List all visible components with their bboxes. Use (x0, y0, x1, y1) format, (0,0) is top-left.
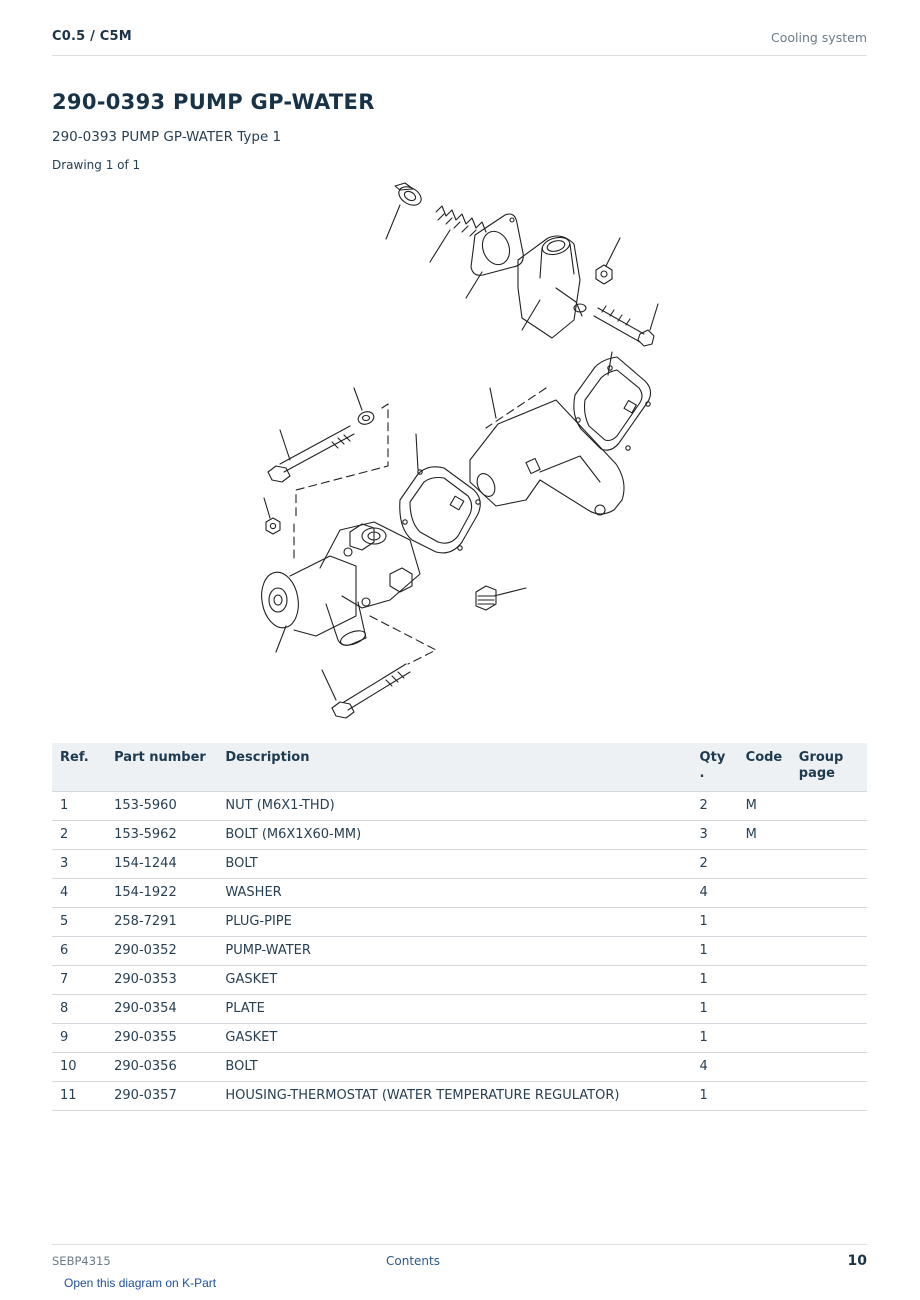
cell-ref: 6 (52, 937, 106, 966)
cell-description: PUMP-WATER (217, 937, 691, 966)
cell-code: M (738, 792, 791, 821)
cell-part-number: 290-0352 (106, 937, 217, 966)
col-group-page-header: Group page (791, 743, 867, 792)
exploded-parts-diagram (250, 180, 670, 720)
cell-ref: 2 (52, 821, 106, 850)
col-code-header: Code (738, 743, 791, 792)
page-title: 290-0393 PUMP GP-WATER (52, 90, 375, 114)
cell-description: PLUG-PIPE (217, 908, 691, 937)
nut-upper (596, 238, 620, 284)
cell-group-page (791, 966, 867, 995)
cell-description: GASKET (217, 966, 691, 995)
cell-qty: 1 (692, 966, 738, 995)
thermostat-housing (518, 235, 586, 338)
col-ref-header: Ref. (52, 743, 106, 792)
cell-code (738, 1082, 791, 1111)
cell-qty: 1 (692, 1024, 738, 1053)
gasket-front (400, 434, 481, 553)
cell-ref: 4 (52, 879, 106, 908)
cell-code (738, 937, 791, 966)
table-header-row (52, 743, 867, 792)
cell-description: NUT (M6X1-THD) (217, 792, 691, 821)
cell-qty: 1 (692, 937, 738, 966)
cell-group-page (791, 879, 867, 908)
plug-pipe (476, 586, 526, 610)
table-row (52, 850, 867, 879)
thermostat-washer (386, 183, 424, 239)
cell-group-page (791, 1053, 867, 1082)
cell-group-page (791, 821, 867, 850)
cell-qty: 2 (692, 792, 738, 821)
bolt-left-lower (322, 664, 410, 718)
cell-ref: 7 (52, 966, 106, 995)
col-description-header: Description (217, 743, 691, 792)
cell-code (738, 995, 791, 1024)
table-row (52, 1053, 867, 1082)
cell-qty: 4 (692, 879, 738, 908)
cell-part-number: 154-1244 (106, 850, 217, 879)
cell-description: BOLT (217, 850, 691, 879)
cell-description: WASHER (217, 879, 691, 908)
thermostat-gasket (466, 214, 523, 298)
cell-code: M (738, 821, 791, 850)
cell-group-page (791, 908, 867, 937)
table-row (52, 879, 867, 908)
cell-part-number: 154-1922 (106, 879, 217, 908)
cell-part-number: 290-0353 (106, 966, 217, 995)
cell-part-number: 258-7291 (106, 908, 217, 937)
cell-qty: 1 (692, 908, 738, 937)
page-header (52, 29, 867, 56)
cell-group-page (791, 995, 867, 1024)
pump-plate (470, 388, 624, 515)
cell-group-page (791, 850, 867, 879)
thermostat-spring (430, 206, 486, 262)
cell-description: HOUSING-THERMOSTAT (WATER TEMPERATURE REGULATOR) (217, 1082, 691, 1111)
cell-qty: 4 (692, 1053, 738, 1082)
cell-ref: 5 (52, 908, 106, 937)
breadcrumb: C0.5 / C5M (52, 29, 132, 44)
page-subtitle: 290-0393 PUMP GP-WATER Type 1 (52, 129, 282, 145)
cell-ref: 10 (52, 1053, 106, 1082)
cell-ref: 11 (52, 1082, 106, 1111)
cell-description: PLATE (217, 995, 691, 1024)
cell-ref: 9 (52, 1024, 106, 1053)
cell-ref: 8 (52, 995, 106, 1024)
cell-part-number: 153-5962 (106, 821, 217, 850)
cell-group-page (791, 792, 867, 821)
cell-ref: 1 (52, 792, 106, 821)
bolt-left-upper (268, 426, 354, 482)
cell-description: BOLT (M6X1X60-MM) (217, 821, 691, 850)
cell-ref: 3 (52, 850, 106, 879)
table-row (52, 937, 867, 966)
cell-description: GASKET (217, 1024, 691, 1053)
cell-qty: 1 (692, 995, 738, 1024)
cell-code (738, 1053, 791, 1082)
page-number: 10 (847, 1253, 867, 1269)
cell-description: BOLT (217, 1053, 691, 1082)
kpart-link[interactable]: Open this diagram on K-Part (64, 1276, 217, 1290)
parts-table (52, 743, 867, 1111)
table-row (52, 821, 867, 850)
section-name: Cooling system (771, 30, 867, 45)
washer-left (354, 388, 376, 426)
cell-part-number: 153-5960 (106, 792, 217, 821)
cell-code (738, 879, 791, 908)
bolt-upper (594, 304, 658, 346)
cell-code (738, 966, 791, 995)
cell-qty: 3 (692, 821, 738, 850)
cell-qty: 1 (692, 1082, 738, 1111)
cell-code (738, 1024, 791, 1053)
cell-code (738, 850, 791, 879)
table-row (52, 995, 867, 1024)
gasket-rear (574, 352, 651, 450)
cell-part-number: 290-0357 (106, 1082, 217, 1111)
cell-group-page (791, 1082, 867, 1111)
cell-qty: 2 (692, 850, 738, 879)
col-part-number-header: Part number (106, 743, 217, 792)
table-row (52, 908, 867, 937)
nut-left (264, 498, 280, 534)
table-row (52, 1024, 867, 1053)
table-row (52, 792, 867, 821)
cell-group-page (791, 1024, 867, 1053)
cell-group-page (791, 937, 867, 966)
table-row (52, 1082, 867, 1111)
cell-part-number: 290-0354 (106, 995, 217, 1024)
cell-part-number: 290-0356 (106, 1053, 217, 1082)
page-footer (52, 1244, 867, 1275)
cell-code (738, 908, 791, 937)
water-pump-body (257, 522, 420, 652)
cell-part-number: 290-0355 (106, 1024, 217, 1053)
table-row (52, 966, 867, 995)
document-id: SEBP4315 (52, 1254, 111, 1268)
contents-link[interactable]: Contents (386, 1254, 440, 1268)
col-qty-header: Qty . (692, 743, 738, 792)
drawing-count: Drawing 1 of 1 (52, 158, 141, 172)
